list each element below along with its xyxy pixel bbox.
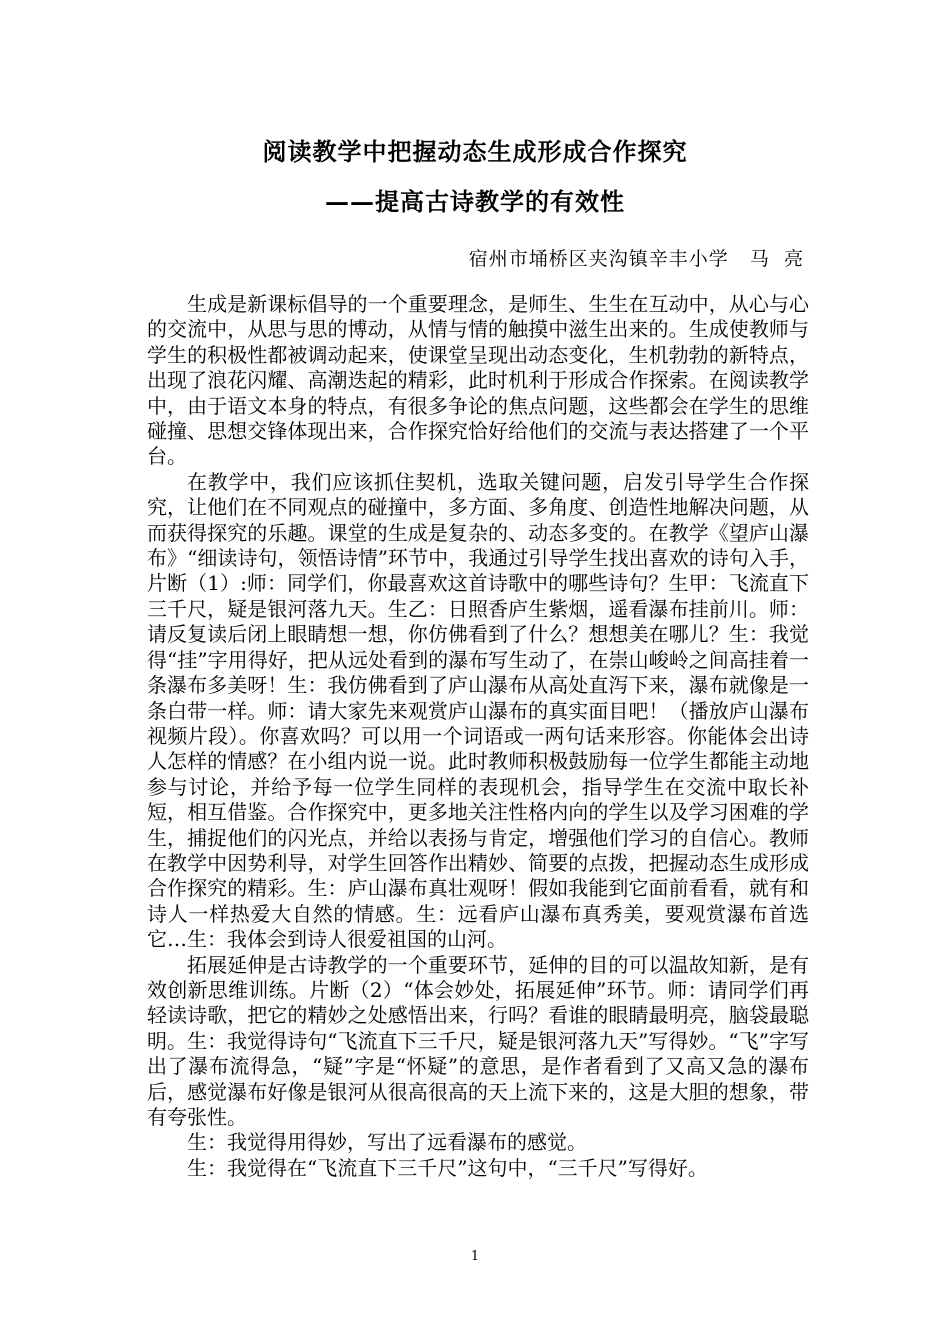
body-text <box>147 292 809 1181</box>
paragraph: 拓展延伸是古诗教学的一个重要环节，延伸的目的可以温故知新，是有效创新思维训练。片断（2）“体会妙处，拓展延伸”环节。师：请同学们再轻读诗歌，把它的精妙之处感悟出来，行吗？看谁的眼睛最明亮，脑袋最聪明。生：我觉得诗句“飞流直下三千尺，疑是银河落九天”写得妙。“飞”字写出了瀑布流得急，“疑”字是“怀疑”的意思，是作者看到了又高又急的瀑布后，感觉瀑布好像是银河从很高很高的天上流下来的，这是大胆的想象，带有夸张性。 <box>147 952 809 1129</box>
paragraph: 生：我觉得用得妙，写出了远看瀑布的感觉。 <box>187 1130 587 1155</box>
author-line: 宿州市埇桥区夹沟镇辛丰小学 马 亮 <box>468 248 804 270</box>
document-title: 阅读教学中把握动态生成形成合作探究 <box>262 137 688 166</box>
document-subtitle: ——提高古诗教学的有效性 <box>325 187 625 216</box>
paragraph: 生：我觉得在“飞流直下三千尺”这句中，“三千尺”写得好。 <box>187 1155 708 1180</box>
paragraph: 在教学中，我们应该抓住契机，选取关键问题，启发引导学生合作探究，让他们在不同观点的碰撞中，多方面、多角度、创造性地解决问题，从而获得探究的乐趣。课堂的生成是复杂的、动态多变的。在教学《望庐山瀑布》“细读诗句，领悟诗情”环节中，我通过引导学生找出喜欢的诗句入手，片断（1）:师：同学们，你最喜欢这首诗歌中的哪些诗句？生甲：飞流直下三千尺，疑是银河落九天。生乙：日照香庐生紫烟，遥看瀑布挂前川。师：请反复读后闭上眼睛想一想，你仿佛看到了什么？想想美在哪儿？生：我觉得“挂”字用得好，把从远处看到的瀑布写生动了，在崇山峻岭之间高挂着一条瀑布多美呀！生：我仿佛看到了庐山瀑布从高处直泻下来，瀑布就像是一条白带一样。师：请大家先来观赏庐山瀑布的真实面目吧！（播放庐山瀑布视频片段）。你喜欢吗？可以用一个词语或一两句话来形容。你能体会出诗人怎样的情感？在小组内说一说。此时教师积极鼓励每一位学生都能主动地参与讨论，并给予每一位学生同样的表现机会，指导学生在交流中取长补短，相互借鉴。合作探究中，更多地关注性格内向的学生以及学习困难的学生，捕捉他们的闪光点，并给以表扬与肯定，增强他们学习的自信心。教师在教学中因势利导，对学生回答作出精妙、简要的点拨，把握动态生成形成合作探究的精彩。生：庐山瀑布真壮观呀！假如我能到它面前看看，就有和诗人一样热爱大自然的情感。生：远看庐山瀑布真秀美，要观赏瀑布首选它…生：我体会到诗人很爱祖国的山河。 <box>147 469 809 952</box>
paragraph: 生成是新课标倡导的一个重要理念，是师生、生生在互动中，从心与心的交流中，从思与思的博动，从情与情的触摸中滋生出来的。生成使教师与学生的积极性都被调动起来，使课堂呈现出动态变化，生机勃勃的新特点，出现了浪花闪耀、高潮迭起的精彩，此时机利于形成合作探索。在阅读教学中，由于语文本身的特点，有很多争论的焦点问题，这些都会在学生的思维碰撞、思想交锋体现出来，合作探究恰好给他们的交流与表达搭建了一个平台。 <box>147 292 809 469</box>
page-number: 1 <box>470 1249 480 1264</box>
